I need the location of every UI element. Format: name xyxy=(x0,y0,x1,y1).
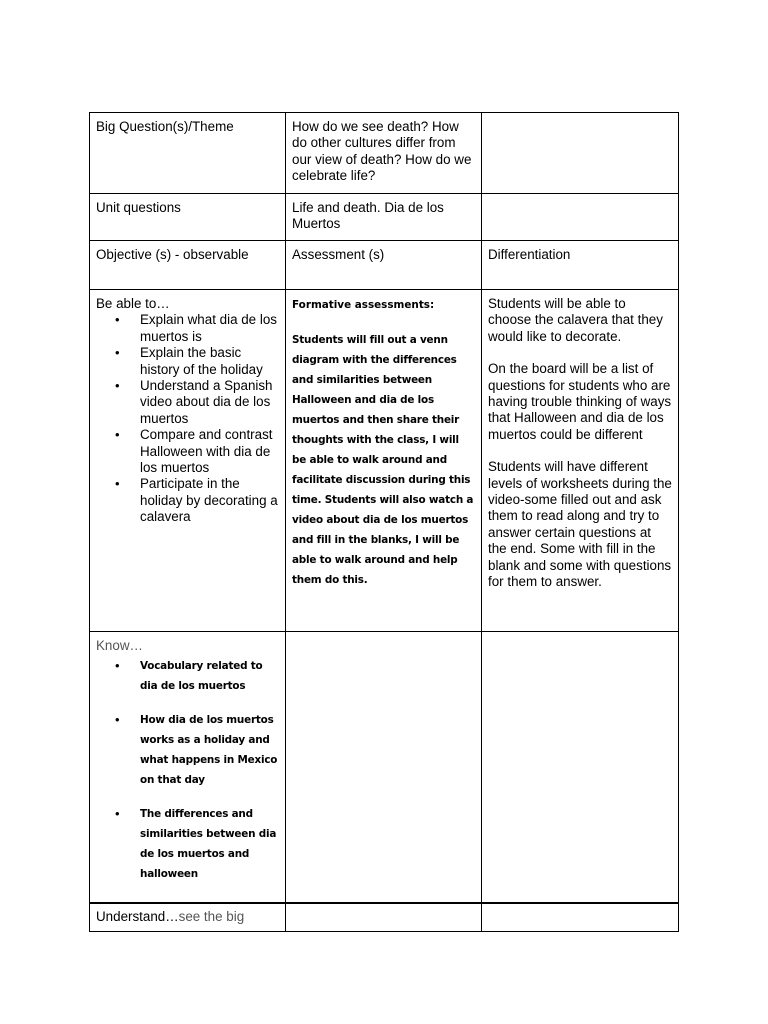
know-cell xyxy=(90,632,286,904)
unit-questions-label: Unit questions xyxy=(90,194,286,241)
list-item: • Compare and contrast Halloween with dia de los muertos xyxy=(115,427,273,476)
row-column-headers xyxy=(90,241,679,290)
understand-assessment-cell xyxy=(286,903,482,932)
know-assessment-cell xyxy=(286,632,482,904)
assessment-body: Students will fill out a venn diagram with the differences and similarities between Halloween and dia de los muertos and then share their thoughts with the class, I will be able to walk around and facilitate discussion during this time. Students will also watch a video about dia de los muertos and fill in the blanks, I will be able to walk around and help them do this. xyxy=(292,334,474,586)
bullet-icon: • xyxy=(115,476,120,492)
big-question-content: How do we see death? How do other cultures differ from our view of death? How do we celebrate life? xyxy=(286,113,482,194)
list-item: • Explain what dia de los muertos is xyxy=(115,312,277,344)
row-big-question xyxy=(90,113,679,194)
list-item: • How dia de los muertos works as a holiday and what happens in Mexico on that day xyxy=(115,712,278,787)
bullet-icon: • xyxy=(115,712,120,728)
understand-differentiation-cell xyxy=(482,903,679,932)
row-unit-questions xyxy=(90,194,679,241)
big-question-extra xyxy=(482,113,679,194)
list-item: • Participate in the holiday by decorating a calavera xyxy=(115,476,278,525)
assessment-heading: Formative assessments: xyxy=(292,299,435,311)
list-item: • The differences and similarities between dia de los muertos and halloween xyxy=(115,806,277,881)
understand-lead: Understand… xyxy=(96,909,179,925)
bullet-icon: • xyxy=(115,345,120,361)
know-differentiation-cell xyxy=(482,632,679,904)
row-be-able-to xyxy=(90,290,679,632)
differentiation-paragraph: Students will have different levels of worksheets during the video-some filled out and ask them to read along and try to answer certain questions at the end. Some with fill in the blank and some with questions for them to answer. xyxy=(488,459,672,590)
understand-cell xyxy=(90,903,286,932)
list-item: • Explain the basic history of the holiday xyxy=(115,345,263,377)
be-able-to-lead: Be able to… xyxy=(96,296,170,311)
assessment-header: Assessment (s) xyxy=(286,241,482,290)
objectives-header: Objective (s) - observable xyxy=(90,241,286,290)
objectives-list xyxy=(96,312,279,525)
unit-questions-extra xyxy=(482,194,679,241)
list-item: • Vocabulary related to dia de los muertos xyxy=(115,658,263,693)
differentiation-paragraph: On the board will be a list of questions for students who are having trouble thinking of ways that Halloween and dia de los muertos could be different xyxy=(488,361,672,442)
differentiation-header: Differentiation xyxy=(482,241,679,290)
bullet-icon: • xyxy=(115,658,120,674)
bullet-icon: • xyxy=(115,806,120,822)
bullet-icon: • xyxy=(115,427,120,443)
objectives-cell xyxy=(90,290,286,632)
row-understand xyxy=(90,903,679,932)
big-question-label: Big Question(s)/Theme xyxy=(90,113,286,194)
assessment-cell xyxy=(286,290,482,632)
know-list xyxy=(96,656,279,884)
bullet-icon: • xyxy=(115,378,120,394)
row-know xyxy=(90,632,679,904)
know-lead: Know… xyxy=(96,638,143,653)
differentiation-cell xyxy=(482,290,679,632)
lesson-plan-table xyxy=(89,112,679,932)
bullet-icon: • xyxy=(115,312,120,328)
understand-rest: see the big xyxy=(178,909,245,925)
list-item: • Understand a Spanish video about dia de los muertos xyxy=(115,378,273,426)
differentiation-paragraph: Students will be able to choose the calavera that they would like to decorate. xyxy=(488,296,663,344)
unit-questions-content: Life and death. Dia de los Muertos xyxy=(286,194,482,241)
